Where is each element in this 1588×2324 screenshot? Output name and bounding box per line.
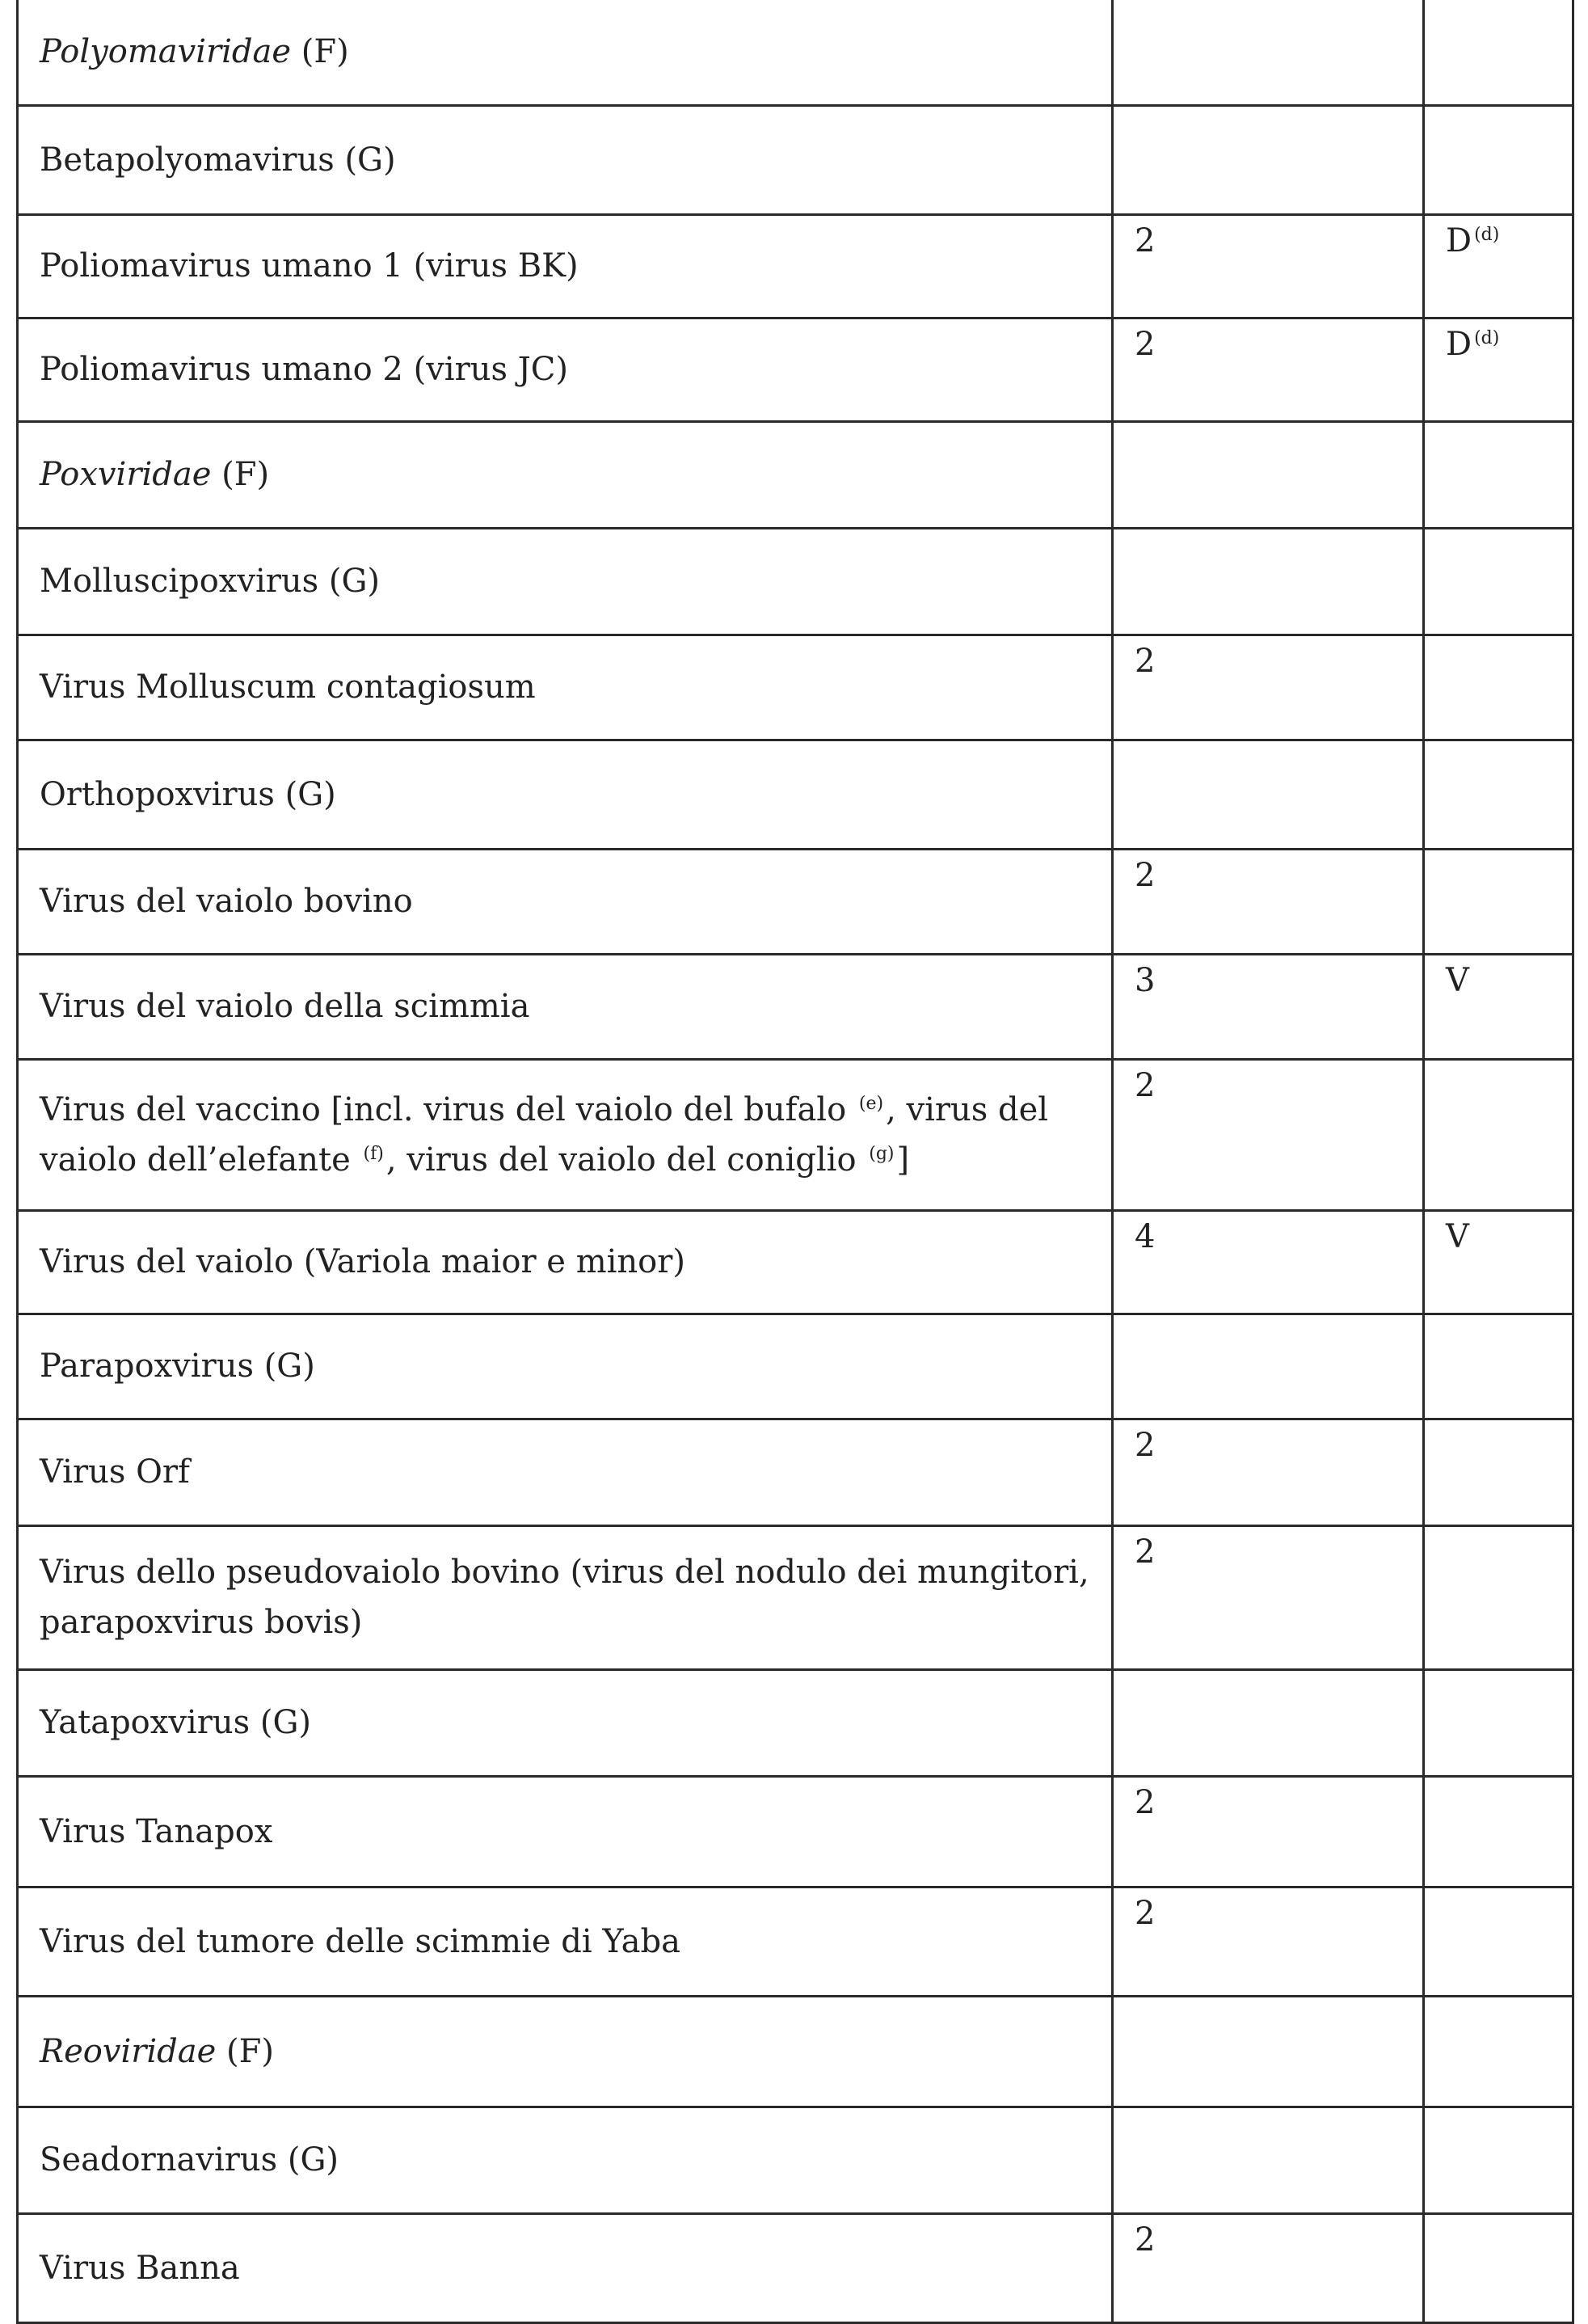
notes-cell: [1424, 1525, 1573, 1669]
table-row: [18, 0, 1573, 105]
note-letter: D: [1446, 221, 1472, 259]
family-name: Poxviridae: [40, 456, 212, 493]
family-name: Reoviridae: [40, 2032, 217, 2070]
notes-cell: [1424, 1419, 1573, 1525]
risk-group-cell: 2: [1113, 849, 1424, 954]
agent-name-cell: Seadornavirus (G): [18, 2107, 1113, 2213]
rank-label: (F): [211, 456, 270, 493]
risk-group-cell: 2: [1113, 1059, 1424, 1210]
notes-cell: [1424, 2107, 1573, 2213]
footnote-ref: (d): [1474, 327, 1500, 348]
table-row: [18, 1059, 1573, 1210]
notes-cell: [1424, 1314, 1573, 1419]
notes-cell: [1424, 849, 1573, 954]
risk-group-cell: 3: [1113, 954, 1424, 1059]
risk-group-cell: [1113, 105, 1424, 214]
risk-group-cell: [1113, 421, 1424, 528]
notes-cell: V: [1424, 1210, 1573, 1314]
notes-cell: [1424, 105, 1573, 214]
note-letter: D: [1446, 325, 1472, 363]
table-row: [18, 2107, 1573, 2213]
risk-group-cell: 2: [1113, 635, 1424, 740]
notes-cell: [1424, 2213, 1573, 2322]
notes-cell: [1424, 1669, 1573, 1776]
table-row: [18, 1525, 1573, 1669]
table-row: [18, 1210, 1573, 1314]
agent-name-cell: Virus del vaiolo bovino: [18, 849, 1113, 954]
table-row: [18, 954, 1573, 1059]
table-row: [18, 421, 1573, 528]
table-row: [18, 1419, 1573, 1525]
notes-cell: V: [1424, 954, 1573, 1059]
agent-name-cell: Orthopoxvirus (G): [18, 740, 1113, 849]
agent-name-cell: Virus dello pseudovaiolo bovino (virus del nodulo dei mungitori, parapoxvirus bovis): [18, 1525, 1113, 1669]
agent-name-cell: Virus del vaiolo della scimmia: [18, 954, 1113, 1059]
risk-group-cell: 2: [1113, 1419, 1424, 1525]
table-row: [18, 849, 1573, 954]
risk-group-cell: [1113, 1314, 1424, 1419]
agent-name-cell: Yatapoxvirus (G): [18, 1669, 1113, 1776]
table-row: [18, 105, 1573, 214]
notes-cell: [1424, 528, 1573, 635]
agent-name-cell: Virus del vaiolo (Variola maior e minor): [18, 1210, 1113, 1314]
risk-group-cell: [1113, 740, 1424, 849]
table-row: [18, 635, 1573, 740]
agent-name-cell: Betapolyomavirus (G): [18, 105, 1113, 214]
risk-group-cell: [1113, 1669, 1424, 1776]
agent-name-cell: Virus Orf: [18, 1419, 1113, 1525]
notes-cell: [1424, 1996, 1573, 2107]
risk-group-cell: [1113, 0, 1424, 105]
agent-name-cell: Virus Molluscum contagiosum: [18, 635, 1113, 740]
footnote-ref: (d): [1474, 224, 1500, 245]
table-row: [18, 740, 1573, 849]
agent-name-cell: [18, 0, 1113, 105]
footnote-ref: (e): [858, 1093, 884, 1114]
notes-cell: [1424, 1059, 1573, 1210]
agent-name-cell: [18, 1996, 1113, 2107]
table-row: [18, 318, 1573, 421]
risk-group-cell: [1113, 1996, 1424, 2107]
notes-cell: [1424, 318, 1573, 421]
table-row: [18, 1314, 1573, 1419]
rank-label: (F): [216, 2032, 274, 2070]
table-row: [18, 1669, 1573, 1776]
agent-name-cell: Poliomavirus umano 1 (virus BK): [18, 214, 1113, 318]
table-row: [18, 528, 1573, 635]
agent-name-cell: Virus Tanapox: [18, 1776, 1113, 1887]
agents-table-page: [16, 0, 1572, 2311]
agent-name-cell: Molluscipoxvirus (G): [18, 528, 1113, 635]
risk-group-cell: 2: [1113, 2213, 1424, 2322]
risk-group-cell: 2: [1113, 1776, 1424, 1887]
notes-cell: [1424, 1776, 1573, 1887]
table-row: [18, 214, 1573, 318]
rank-label: (F): [291, 33, 349, 71]
agent-name-cell: Parapoxvirus (G): [18, 1314, 1113, 1419]
notes-cell: [1424, 740, 1573, 849]
agent-name-cell: Poliomavirus umano 2 (virus JC): [18, 318, 1113, 421]
table-row: [18, 1996, 1573, 2107]
agent-name-cell: Virus del tumore delle scimmie di Yaba: [18, 1887, 1113, 1996]
notes-cell: [1424, 0, 1573, 105]
risk-group-cell: [1113, 2107, 1424, 2213]
biological-agents-table: [16, 0, 1574, 2324]
risk-group-cell: [1113, 528, 1424, 635]
notes-cell: [1424, 1887, 1573, 1996]
footnote-ref: (g): [869, 1143, 895, 1164]
risk-group-cell: 4: [1113, 1210, 1424, 1314]
risk-group-cell: 2: [1113, 214, 1424, 318]
agent-name-cell: [18, 421, 1113, 528]
agent-name-cell: Virus Banna: [18, 2213, 1113, 2322]
notes-cell: [1424, 635, 1573, 740]
footnote-ref: (f): [363, 1143, 384, 1164]
agent-name-cell: Virus del vaccino [incl. virus del vaiolo del bufalo $^{(e)}$, virus del vaiolo dell’elefante $^{(f)}$, virus del vaiolo del coniglio $^{(g)}$]: [18, 1059, 1113, 1210]
table-row: [18, 1776, 1573, 1887]
risk-group-cell: 2: [1113, 1525, 1424, 1669]
notes-cell: [1424, 214, 1573, 318]
risk-group-cell: 2: [1113, 1887, 1424, 1996]
table-row: [18, 2213, 1573, 2322]
family-name: Polyomaviridae: [40, 33, 292, 71]
risk-group-cell: 2: [1113, 318, 1424, 421]
notes-cell: [1424, 421, 1573, 528]
table-row: [18, 1887, 1573, 1996]
